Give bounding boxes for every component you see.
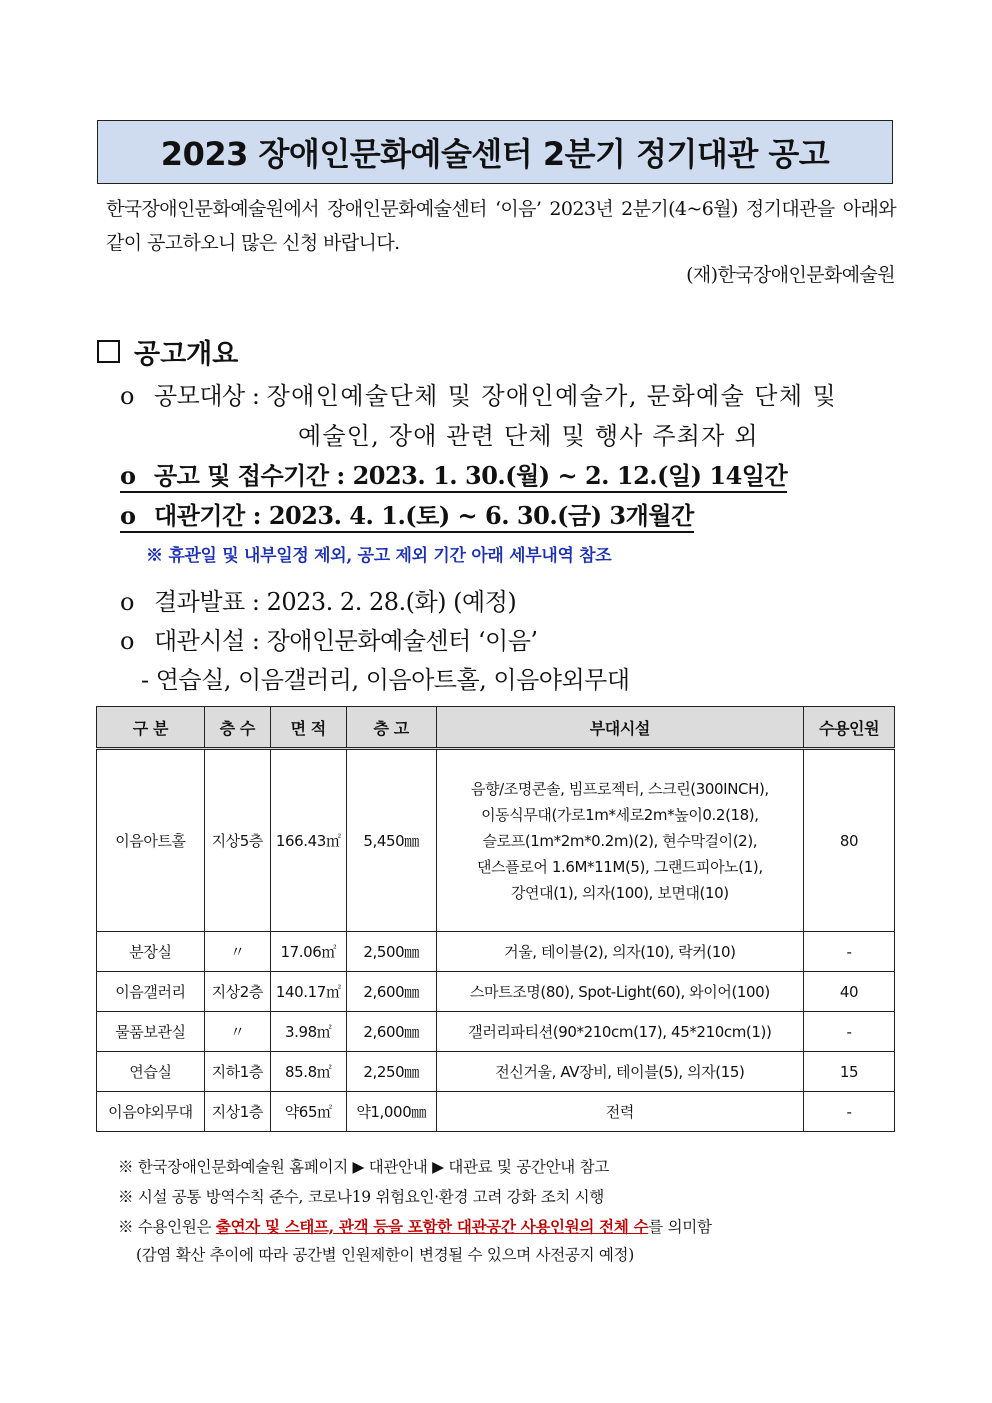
cell-equipment: 갤러리파티션(90*210cm(17), 45*210cm(1)) xyxy=(436,1012,804,1052)
cell-floor: 〃 xyxy=(204,1012,270,1052)
item-value: 2023. 1. 30.(월) ~ 2. 12.(일) 14일간 xyxy=(352,461,788,490)
cell-area: 140.17㎡ xyxy=(270,972,346,1012)
cell-capacity: 15 xyxy=(804,1052,895,1092)
table-row xyxy=(97,972,895,1012)
equipment-line: 음향/조명콘솔, 빔프로젝터, 스크린(300INCH), xyxy=(470,779,769,798)
table-row xyxy=(97,932,895,972)
cell-capacity: 80 xyxy=(804,749,895,932)
cell-floor: 〃 xyxy=(204,932,270,972)
cell-equipment: 스마트조명(80), Spot-Light(60), 와이어(100) xyxy=(436,972,804,1012)
item-application-period xyxy=(120,456,787,491)
cell-capacity: - xyxy=(804,1012,895,1052)
cell-name: 분장실 xyxy=(97,932,205,972)
cell-floor: 지상2층 xyxy=(204,972,270,1012)
item-value: 2023. 2. 28.(화) (예정) xyxy=(266,588,517,616)
item-value-cont: 예술인, 장애 관련 단체 및 행사 주최자 외 xyxy=(298,422,759,450)
cell-floor: 지상5층 xyxy=(204,749,270,932)
item-rental-period xyxy=(120,496,694,531)
cell-capacity: - xyxy=(804,932,895,972)
cell-height: 2,600㎜ xyxy=(346,972,436,1012)
header-area: 면 적 xyxy=(270,707,346,749)
cell-equipment: 거울, 테이블(2), 의자(10), 락커(10) xyxy=(436,932,804,972)
header-floor: 층 수 xyxy=(204,707,270,749)
cell-height: 약1,000㎜ xyxy=(346,1092,436,1132)
page-title: 2023 장애인문화예술센터 2분기 정기대관 공고 xyxy=(160,135,830,173)
intro-paragraph: 한국장애인문화예술원에서 장애인문화예술센터 ‘이음’ 2023년 2분기(4~6월) 정기대관을 아래와 같이 공고하오니 많은 신청 바랍니다. xyxy=(106,198,896,254)
header-category: 구 분 xyxy=(97,707,205,749)
cell-height: 2,250㎜ xyxy=(346,1052,436,1092)
item-label: 대관시설 xyxy=(154,627,245,655)
equipment-line: 슬로프(1m*2m*0.2m)(2), 현수막걸이(2), xyxy=(482,831,758,850)
cell-name: 이음아트홀 xyxy=(97,749,205,932)
bullet-icon: o xyxy=(120,588,134,616)
footnote-capacity-emphasis: 출연자 및 스태프, 관객 등을 포함한 대관공간 사용인원의 전체 수 xyxy=(215,1217,649,1236)
cell-equipment xyxy=(436,749,804,932)
square-bullet-icon xyxy=(97,340,120,363)
table-row xyxy=(97,1092,895,1132)
bullet-icon: o xyxy=(120,627,134,655)
table-row xyxy=(97,1012,895,1052)
cell-area: 17.06㎡ xyxy=(270,932,346,972)
header-equipment: 부대시설 xyxy=(436,707,804,749)
blue-note: ※ 휴관일 및 내부일정 제외, 공고 제외 기간 아래 세부내역 참조 xyxy=(146,546,612,566)
footnote-capacity xyxy=(118,1215,712,1237)
equipment-line: 강연대(1), 의자(100), 보면대(10) xyxy=(510,883,729,902)
table-row xyxy=(97,1052,895,1092)
cell-floor: 지상1층 xyxy=(204,1092,270,1132)
footnote-homepage: ※ 한국장애인문화예술원 홈페이지 ▶ 대관안내 ▶ 대관료 및 공간안내 참고 xyxy=(118,1158,609,1176)
footnote-capacity-post: 를 의미함 xyxy=(648,1218,712,1236)
item-label: 공고 및 접수기간 xyxy=(154,461,329,490)
table-header-row xyxy=(97,707,895,749)
item-value: 장애인예술단체 및 장애인예술가, 문화예술 단체 및 xyxy=(266,382,838,410)
footnote-restriction: (감염 확산 추이에 따라 공간별 인원제한이 변경될 수 있으며 사전공지 예정) xyxy=(136,1246,634,1264)
cell-name: 연습실 xyxy=(97,1052,205,1092)
item-result-date: o 결과발표 : 2023. 2. 28.(화) (예정) xyxy=(120,588,517,616)
cell-height: 5,450㎜ xyxy=(346,749,436,932)
cell-equipment: 전신거울, AV장비, 테이블(5), 의자(15) xyxy=(436,1052,804,1092)
cell-area: 약65㎡ xyxy=(270,1092,346,1132)
cell-equipment: 전력 xyxy=(436,1092,804,1132)
item-target: o 공모대상 : 장애인예술단체 및 장애인예술가, 문화예술 단체 및 xyxy=(120,376,837,411)
section-heading-text: 공고개요 xyxy=(134,339,239,370)
cell-floor: 지하1층 xyxy=(204,1052,270,1092)
title-box xyxy=(97,120,893,184)
section-heading xyxy=(97,332,238,371)
item-underline: o 대관기간 : 2023. 4. 1.(토) ~ 6. 30.(금) 3개월간 xyxy=(120,501,694,533)
item-label: 공모대상 xyxy=(154,382,245,410)
cell-name: 물품보관실 xyxy=(97,1012,205,1052)
cell-area: 166.43㎡ xyxy=(270,749,346,932)
item-target-cont xyxy=(298,416,759,451)
facilities-list: - 연습실, 이음갤러리, 이음아트홀, 이음야외무대 xyxy=(141,666,630,694)
item-facility: o 대관시설 : 장애인문화예술센터 ‘이음’ xyxy=(120,627,538,655)
bullet-icon: o xyxy=(120,461,136,490)
item-label: 결과발표 xyxy=(154,588,245,616)
cell-capacity: 40 xyxy=(804,972,895,1012)
footnote-quarantine: ※ 시설 공통 방역수칙 준수, 코로나19 위험요인·환경 고려 강화 조치 시행 xyxy=(118,1188,605,1206)
item-value: 장애인문화예술센터 ‘이음’ xyxy=(266,627,538,655)
cell-area: 3.98㎡ xyxy=(270,1012,346,1052)
cell-height: 2,500㎜ xyxy=(346,932,436,972)
equipment-line: 댄스플로어 1.6M*11M(5), 그랜드피아노(1), xyxy=(477,857,763,876)
header-capacity: 수용인원 xyxy=(804,707,895,749)
table-row xyxy=(97,749,895,932)
item-label: 대관기간 xyxy=(154,501,245,530)
item-value: 2023. 4. 1.(토) ~ 6. 30.(금) 3개월간 xyxy=(268,501,694,530)
header-height: 층 고 xyxy=(346,707,436,749)
cell-area: 85.8㎡ xyxy=(270,1052,346,1092)
cell-name: 이음갤러리 xyxy=(97,972,205,1012)
cell-capacity: - xyxy=(804,1092,895,1132)
item-underline: o 공고 및 접수기간 : 2023. 1. 30.(월) ~ 2. 12.(일) 14일간 xyxy=(120,461,787,493)
organization-name: (재)한국장애인문화예술원 xyxy=(686,264,895,286)
facility-table xyxy=(96,706,895,1132)
equipment-line: 이동식무대(가로1m*세로2m*높이0.2(18), xyxy=(481,805,759,824)
bullet-icon: o xyxy=(120,501,136,530)
bullet-icon: o xyxy=(120,382,134,410)
cell-name: 이음야외무대 xyxy=(97,1092,205,1132)
cell-height: 2,600㎜ xyxy=(346,1012,436,1052)
footnote-capacity-pre: ※ 수용인원은 xyxy=(118,1218,216,1236)
